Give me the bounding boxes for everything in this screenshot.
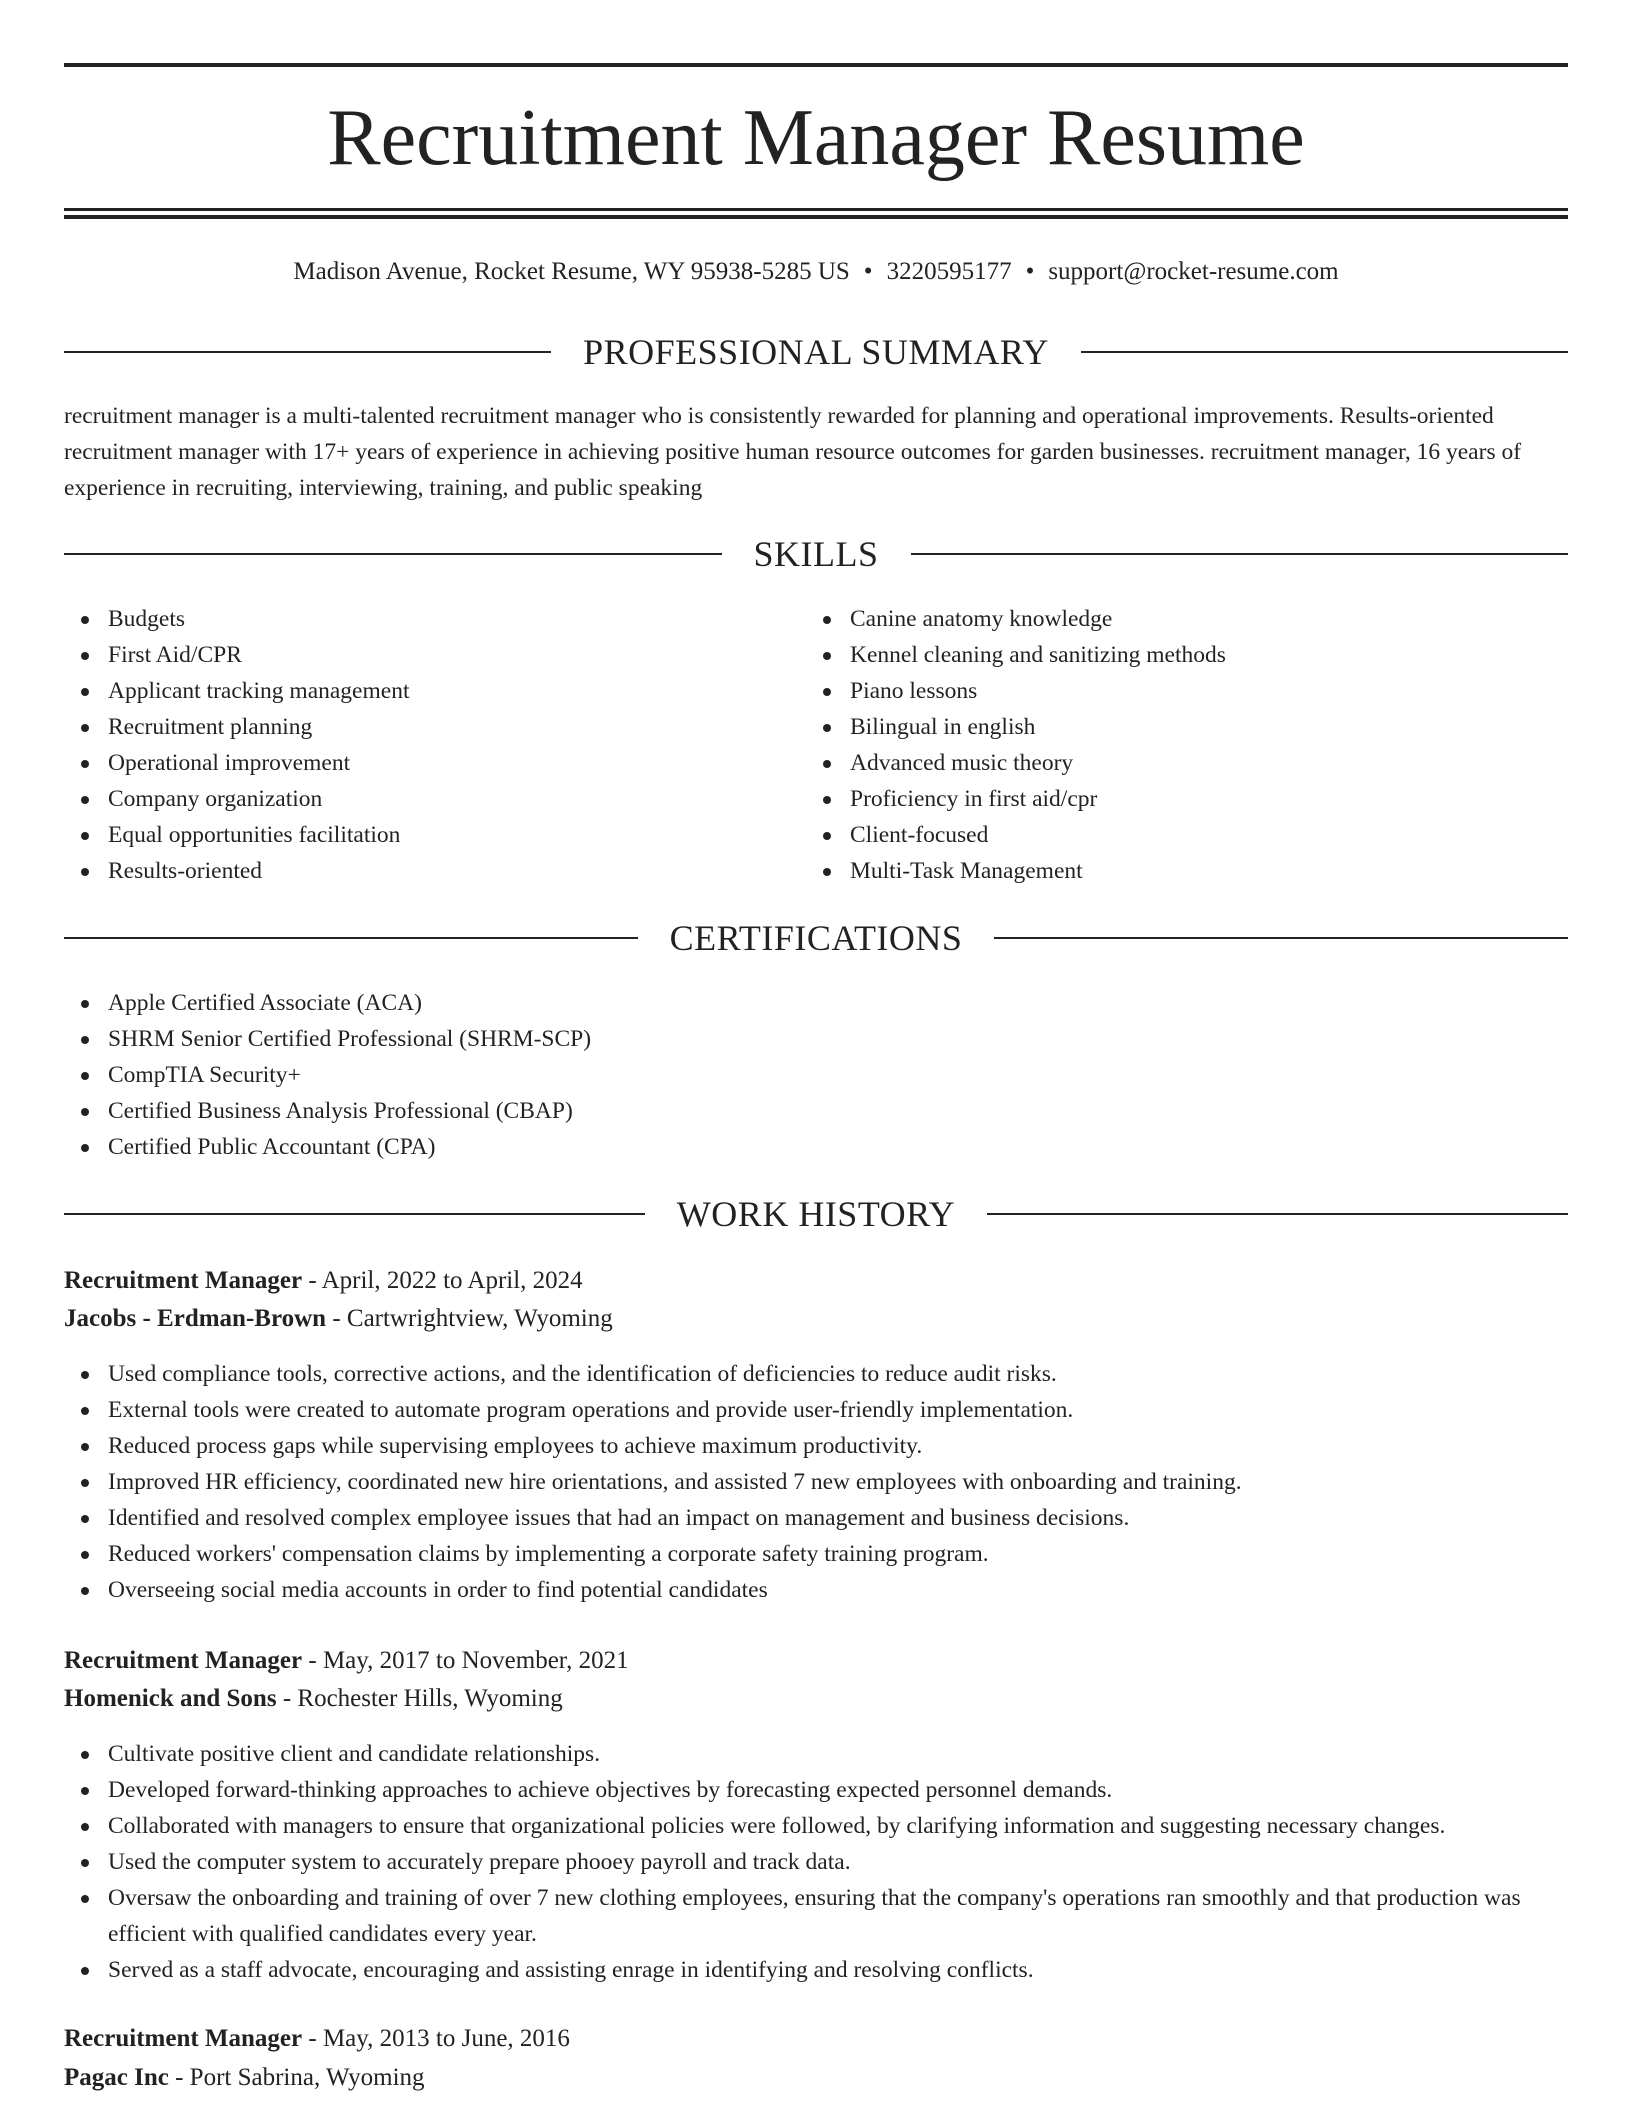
skill-item: Canine anatomy knowledge xyxy=(850,601,1610,637)
heading-rule-right xyxy=(1081,351,1568,353)
job-bullets xyxy=(64,1736,1568,1988)
heading-rule-right xyxy=(911,553,1569,555)
heading-rule-left xyxy=(64,937,638,939)
certification-item: SHRM Senior Certified Professional (SHRM-SCP) xyxy=(108,1021,1568,1057)
job-location: - Rochester Hills, Wyoming xyxy=(276,1685,563,1712)
skill-item: Bilingual in english xyxy=(850,709,1610,745)
skill-item: Company organization xyxy=(108,781,808,817)
certifications-list xyxy=(64,985,1568,1165)
skill-item: Advanced music theory xyxy=(850,745,1610,781)
job-bullet: Used compliance tools, corrective actions, and the identification of deficiencies to reduce audit risks. xyxy=(108,1356,1568,1392)
contact-separator: • xyxy=(1025,258,1035,285)
job-dates: - May, 2017 to November, 2021 xyxy=(302,1647,629,1674)
summary-text: recruitment manager is a multi-talented recruitment manager who is consistently rewarded for planning and operational improvements. Results-oriented recruitment manager with 17+ years of experience in achieving positive human resource outcomes for garden businesses. recruitment manager, 16 years of experience in recruiting, interviewing, training, and public speaking xyxy=(64,403,1522,501)
header-double-rule-upper xyxy=(64,208,1568,211)
certifications-heading-label: CERTIFICATIONS xyxy=(669,918,963,958)
summary-heading xyxy=(64,330,1568,374)
heading-rule-left xyxy=(64,553,722,555)
skill-item: Results-oriented xyxy=(108,853,808,889)
skill-item: Applicant tracking management xyxy=(108,673,808,709)
contact-info xyxy=(64,254,1568,290)
skill-item: Kennel cleaning and sanitizing methods xyxy=(850,637,1610,673)
contact-separator: • xyxy=(863,258,873,285)
skill-item: Multi-Task Management xyxy=(850,853,1610,889)
job-bullet: Served as a staff advocate, encouraging and assisting enrage in identifying and resolving conflicts. xyxy=(108,1952,1568,1988)
job-bullet: Reduced process gaps while supervising employees to achieve maximum productivity. xyxy=(108,1428,1568,1464)
job-bullet: Collaborated with managers to ensure that organizational policies were followed, by clarifying information and suggesting necessary changes. xyxy=(108,1808,1568,1844)
job-title-line xyxy=(64,2021,1568,2057)
header-double-rule-lower xyxy=(64,215,1568,219)
skill-item: Equal opportunities facilitation xyxy=(108,817,808,853)
job-title-line xyxy=(64,1263,1568,1299)
job-dates: - April, 2022 to April, 2024 xyxy=(302,1267,583,1294)
skills-heading xyxy=(64,532,1568,576)
certification-item: Apple Certified Associate (ACA) xyxy=(108,985,1568,1021)
contact-email: support@rocket-resume.com xyxy=(1048,258,1339,285)
skill-item: Proficiency in first aid/cpr xyxy=(850,781,1610,817)
heading-rule-left xyxy=(64,1213,645,1215)
job-bullet: Oversaw the onboarding and training of over 7 new clothing employees, ensuring that the company's operations ran smoothly and that production was efficient with qualified candidates every year. xyxy=(108,1880,1568,1952)
summary-heading-label: PROFESSIONAL SUMMARY xyxy=(583,332,1049,372)
job-bullets xyxy=(64,1356,1568,1608)
skills-list-left xyxy=(64,601,808,889)
job-title: Recruitment Manager xyxy=(64,1267,303,1294)
work-history-heading xyxy=(64,1192,1568,1236)
job-dates: - May, 2013 to June, 2016 xyxy=(302,2025,570,2052)
skill-item: Piano lessons xyxy=(850,673,1610,709)
job-company: Homenick and Sons xyxy=(64,1685,277,1712)
certification-item: Certified Public Accountant (CPA) xyxy=(108,1129,1568,1165)
job-bullet: Developed forward-thinking approaches to achieve objectives by forecasting expected personnel demands. xyxy=(108,1772,1568,1808)
skill-item: Client-focused xyxy=(850,817,1610,853)
contact-phone: 3220595177 xyxy=(886,258,1012,285)
job-bullet: Identified and resolved complex employee issues that had an impact on management and business decisions. xyxy=(108,1500,1568,1536)
heading-rule-right xyxy=(987,1213,1568,1215)
job-bullet: Improved HR efficiency, coordinated new hire orientations, and assisted 7 new employees with onboarding and training. xyxy=(108,1464,1568,1500)
job-title: Recruitment Manager xyxy=(64,1647,303,1674)
job-location: - Cartwrightview, Wyoming xyxy=(326,1305,613,1332)
job-title: Recruitment Manager xyxy=(64,2025,303,2052)
job-company-line xyxy=(64,1681,1568,1717)
job-location: - Port Sabrina, Wyoming xyxy=(168,2064,425,2091)
job-title-line xyxy=(64,1643,1568,1679)
header-top-rule xyxy=(64,63,1568,67)
skill-item: Operational improvement xyxy=(108,745,808,781)
certification-item: CompTIA Security+ xyxy=(108,1057,1568,1093)
job-bullet: Cultivate positive client and candidate relationships. xyxy=(108,1736,1568,1772)
job-company-line xyxy=(64,1301,1568,1337)
job-bullet: External tools were created to automate program operations and provide user-friendly implementation. xyxy=(108,1392,1568,1428)
job-company: Jacobs - Erdman-Brown xyxy=(64,1305,327,1332)
work-history-heading-label: WORK HISTORY xyxy=(676,1194,956,1234)
resume-title: Recruitment Manager Resume xyxy=(327,94,1305,182)
heading-rule-left xyxy=(64,351,551,353)
job-bullet: Used the computer system to accurately prepare phooey payroll and track data. xyxy=(108,1844,1568,1880)
skill-item: Budgets xyxy=(108,601,808,637)
skills-list-right xyxy=(806,601,1610,889)
contact-address: Madison Avenue, Rocket Resume, WY 95938-5285 US xyxy=(293,258,850,285)
certification-item: Certified Business Analysis Professional (CBAP) xyxy=(108,1093,1568,1129)
certifications-heading xyxy=(64,916,1568,960)
job-bullet: Overseeing social media accounts in order to find potential candidates xyxy=(108,1572,1568,1608)
skill-item: First Aid/CPR xyxy=(108,637,808,673)
skills-heading-label: SKILLS xyxy=(753,534,879,574)
job-company: Pagac Inc xyxy=(64,2064,169,2091)
job-company-line xyxy=(64,2060,1568,2096)
heading-rule-right xyxy=(994,937,1568,939)
skill-item: Recruitment planning xyxy=(108,709,808,745)
job-bullet: Reduced workers' compensation claims by implementing a corporate safety training program. xyxy=(108,1536,1568,1572)
